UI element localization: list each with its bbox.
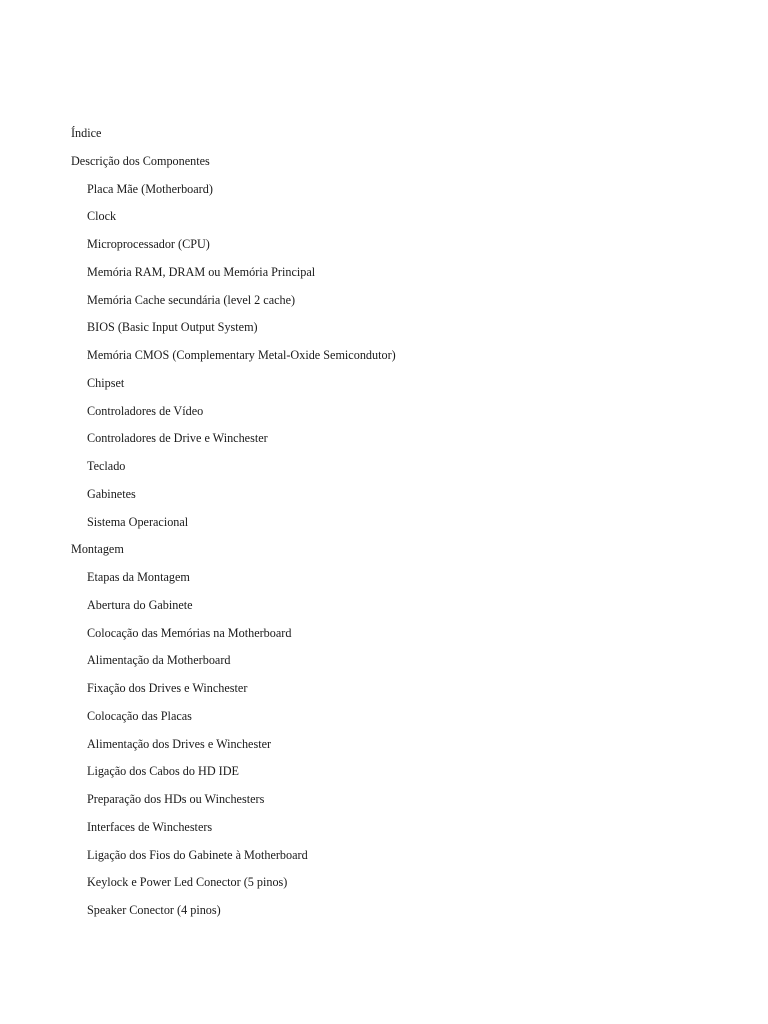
toc-item: Speaker Conector (4 pinos) bbox=[87, 903, 221, 917]
toc-item: Microprocessador (CPU) bbox=[87, 237, 210, 251]
toc-item: Fixação dos Drives e Winchester bbox=[87, 681, 248, 695]
toc-item: Chipset bbox=[87, 375, 125, 390]
toc-item: Interfaces de Winchesters bbox=[87, 819, 213, 834]
toc-item: Keylock e Power Led Conector (5 pinos) bbox=[87, 875, 288, 890]
toc-item: Colocação das Placas bbox=[87, 708, 192, 723]
toc-item: Alimentação da Motherboard bbox=[87, 653, 231, 668]
toc-item: Etapas da Montagem bbox=[87, 570, 190, 584]
toc-title: Índice bbox=[71, 126, 102, 140]
toc-item: Abertura do Gabinete bbox=[87, 597, 193, 612]
toc-item: Colocação das Memórias na Motherboard bbox=[87, 625, 292, 640]
toc-item: Gabinetes bbox=[87, 486, 136, 501]
toc-item: Teclado bbox=[87, 459, 126, 473]
toc-item: Preparação dos HDs ou Winchesters bbox=[87, 792, 265, 806]
toc-item: Sistema Operacional bbox=[87, 514, 189, 529]
toc-item: Ligação dos Fios do Gabinete à Motherboard bbox=[87, 847, 308, 862]
toc-item: Clock bbox=[87, 209, 117, 224]
toc-item: Memória CMOS (Complementary Metal-Oxide Semicondutor) bbox=[87, 348, 396, 362]
toc-item: Controladores de Drive e Winchester bbox=[87, 431, 268, 446]
toc-item: Memória RAM, DRAM ou Memória Principal bbox=[87, 264, 316, 279]
toc-item: Alimentação dos Drives e Winchester bbox=[87, 736, 272, 751]
toc-item: Ligação dos Cabos do HD IDE bbox=[87, 764, 239, 779]
toc-section-heading: Montagem bbox=[71, 542, 124, 557]
toc-section-heading: Descrição dos Componentes bbox=[71, 153, 210, 168]
toc-item: Placa Mãe (Motherboard) bbox=[87, 181, 213, 196]
table-of-contents bbox=[71, 123, 731, 928]
toc-item: Controladores de Vídeo bbox=[87, 403, 204, 418]
toc-item: Memória Cache secundária (level 2 cache) bbox=[87, 292, 296, 307]
toc-item: BIOS (Basic Input Output System) bbox=[87, 320, 258, 335]
